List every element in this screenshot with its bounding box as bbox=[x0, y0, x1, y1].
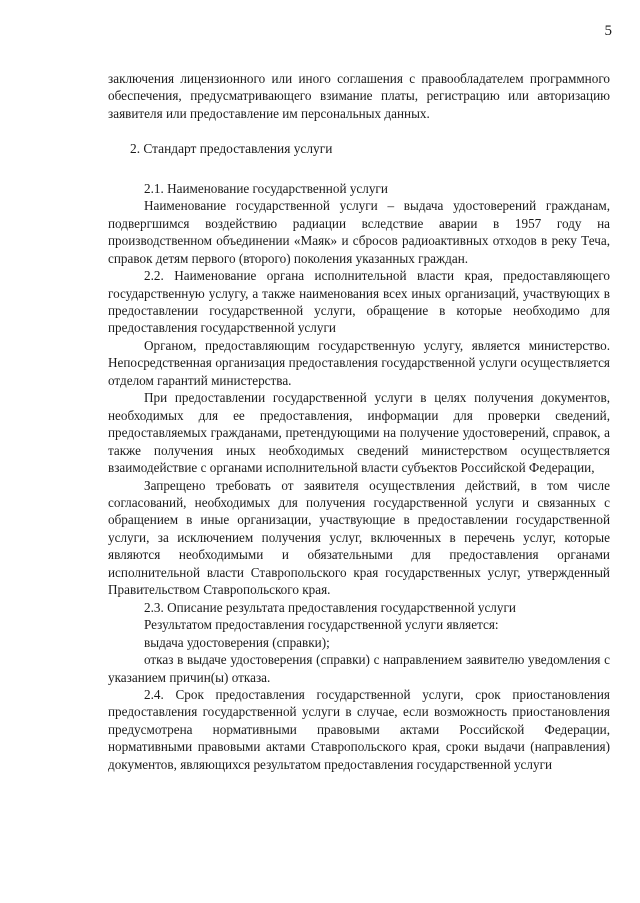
result-intro: Результатом предоставления государственной услуги является: bbox=[144, 617, 499, 633]
result-item-refusal: отказ в выдаче удостоверения (справки) с направлением заявителю уведомления с указанием причин(ы) отказа. bbox=[108, 652, 610, 685]
interaction-paragraph: При предоставлении государственной услуги в целях получения документов, необходимых для ее предоставления, информации для проверки сведений, предоставляемых гражданами, претендующими на получение удостоверений, справок, а также получения иных необходимых сведений министерством осуществляется взаимодействие с органами исполнительной власти субъектов Российской Федерации, bbox=[108, 390, 610, 476]
subsection-2-1-title: 2.1. Наименование государственной услуги bbox=[144, 180, 388, 196]
authority-paragraph: Органом, предоставляющим государственную услугу, является министерство. Непосредственная организация предоставления государственной услуги осуществляется отделом гарантий министерства. bbox=[108, 337, 610, 388]
prohibition-paragraph: Запрещено требовать от заявителя осуществления действий, в том числе согласований, необходимых для получения государственной услуги и связанных с обращением в иные организации, участвующие в предоставлении государственной услуги, за исключением получения услуг, включенных в перечень услуг, которые являются необходимыми и обязательными для предоставления органами исполнительной власти Ставропольского края государственных услуг, утвержденный Правительством Ставропольского края. bbox=[108, 477, 610, 598]
service-name-paragraph: Наименование государственной услуги – выдача удостоверений гражданам, подвергшимся воздействию радиации вследствие аварии в 1957 году на производственном объединении «Маяк» и сбросов радиоактивных отходов в реку Теча, справок детям первого (второго) поколения указанных граждан. bbox=[108, 198, 610, 266]
page-number: 5 bbox=[604, 23, 612, 39]
result-item-issuance: выдача удостоверения (справки); bbox=[144, 634, 330, 650]
subsection-2-2-title: 2.2. Наименование органа исполнительной власти края, предоставляющего государственную услугу, а также наименования всех иных организаций, участвующих в предоставлении государственной услуги, обращение в которые необходимо для предоставления государственной услуги bbox=[108, 268, 610, 336]
intro-paragraph: заключения лицензионного или иного соглашения с правообладателем программного обеспечения, предусматривающего взимание платы, регистрацию или авторизацию заявителя или предоставление им персональных данных. bbox=[108, 71, 610, 121]
section-heading: 2. Стандарт предоставления услуги bbox=[130, 141, 333, 157]
subsection-2-4-title: 2.4. Срок предоставления государственной услуги, срок приостановления предоставления государственной услуги в случае, если возможность приостановления предусмотрена нормативными правовыми актами Российской Федерации, нормативными правовыми актами Ставропольского края, сроки выдачи (направления) документов, являющихся результатом предоставления государственной услуги bbox=[108, 686, 610, 772]
document-body bbox=[108, 70, 610, 773]
subsection-2-3-title: 2.3. Описание результата предоставления государственной услуги bbox=[144, 599, 516, 615]
